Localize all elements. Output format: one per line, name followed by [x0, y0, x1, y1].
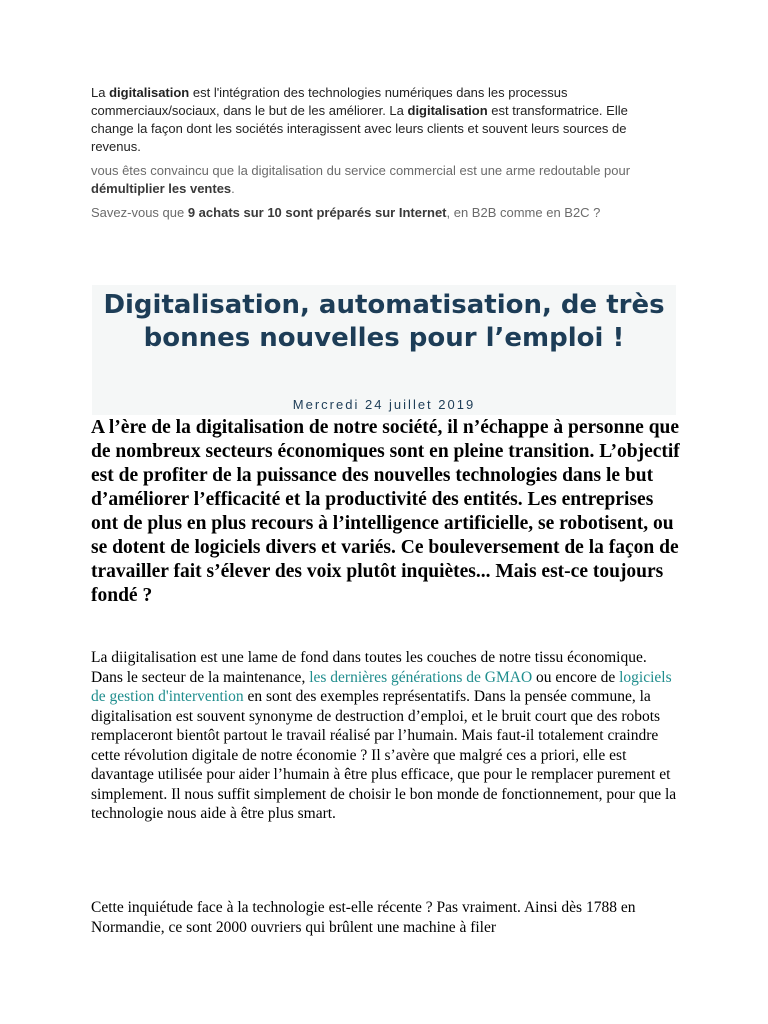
- title-line-2: bonnes nouvelles pour l’emploi: [143, 323, 604, 353]
- intro-text: vous êtes convaincu que la digitalisation du service commercial est une arme redoutable pour: [91, 163, 631, 178]
- intro-bold-term: démultiplier les ventes: [91, 181, 232, 196]
- intro-section: [91, 84, 671, 228]
- intro-paragraph-3: [91, 204, 671, 222]
- intro-bold-term: 9 achats sur 10 sont préparés sur Internet: [187, 205, 447, 220]
- article-title: [92, 285, 676, 355]
- link-logiciels-intervention[interactable]: logiciels de gestion d'intervention: [91, 668, 672, 705]
- article-lead: A l’ère de la digitalisation de notre société, il n’échappe à personne que de nombreux secteurs économiques sont en pleine transition. L’objectif est de profiter de la puissance des nouvelles technologies dans le but d’améliorer l’efficacité et la productivité des entités. Les entreprises ont de plus en plus recours à l’intelligence artificielle, se robotisent, ou se dotent de logiciels divers et variés. Ce bouleversement de la façon de travailler fait s’élever des voix plutôt inquiètes... Mais est-ce toujours fondé ?: [91, 417, 680, 606]
- intro-bold-term: digitalisation: [407, 103, 488, 118]
- intro-text: La: [91, 85, 110, 100]
- intro-text: est transformatrice. Elle change la façon dont les sociétés interagissent avec leurs clients et souvent leurs sources de revenus.: [91, 103, 628, 154]
- link-gmao[interactable]: les dernières générations de GMAO: [309, 668, 533, 686]
- paragraph-text: en sont des exemples représentatifs. Dans la pensée commune, la digitalisation est souvent synonyme de destruction d’emploi, et le bruit court que des robots remplaceront bientôt partout le travail réalisé par l’humain. Mais faut-il totalement craindre cette révolution digitale de notre économie ? Il s’avère que malgré ces a priori, elle est davantage utilisée pour aider l’humain à être plus efficace, que pour le remplacer purement et simplement. Il nous suffit simplement de choisir le bon monde de fonctionnement, pour que la technologie nous aide à être plus smart.: [91, 688, 677, 822]
- article-date: Mercredi 24 juillet 2019: [292, 397, 476, 412]
- intro-text: .: [231, 181, 235, 196]
- article-paragraph-1: [91, 648, 681, 824]
- article-header: [92, 285, 676, 415]
- intro-text: , en B2B comme en B2C ?: [446, 205, 601, 220]
- title-line-1: Digitalisation, automatisation, de très: [103, 290, 665, 320]
- title-exclamation: !: [603, 323, 625, 353]
- intro-text: est l'intégration des technologies numériques dans les processus commerciaux/sociaux, dans le but de les améliorer. La: [91, 85, 568, 118]
- paragraph-text: ou encore de: [532, 668, 620, 686]
- intro-paragraph-1: [91, 84, 671, 156]
- intro-text: Savez-vous que: [91, 205, 188, 220]
- intro-bold-term: digitalisation: [109, 85, 190, 100]
- paragraph-text: La diigitalisation est une lame de fond dans toutes les couches de notre tissu économique. Dans le secteur de la maintenance,: [91, 649, 647, 686]
- intro-paragraph-2: [91, 162, 671, 198]
- article-paragraph-2: Cette inquiétude face à la technologie est-elle récente ? Pas vraiment. Ainsi dès 1788 en Normandie, ce sont 2000 ouvriers qui brûlent une machine à filer: [91, 899, 636, 936]
